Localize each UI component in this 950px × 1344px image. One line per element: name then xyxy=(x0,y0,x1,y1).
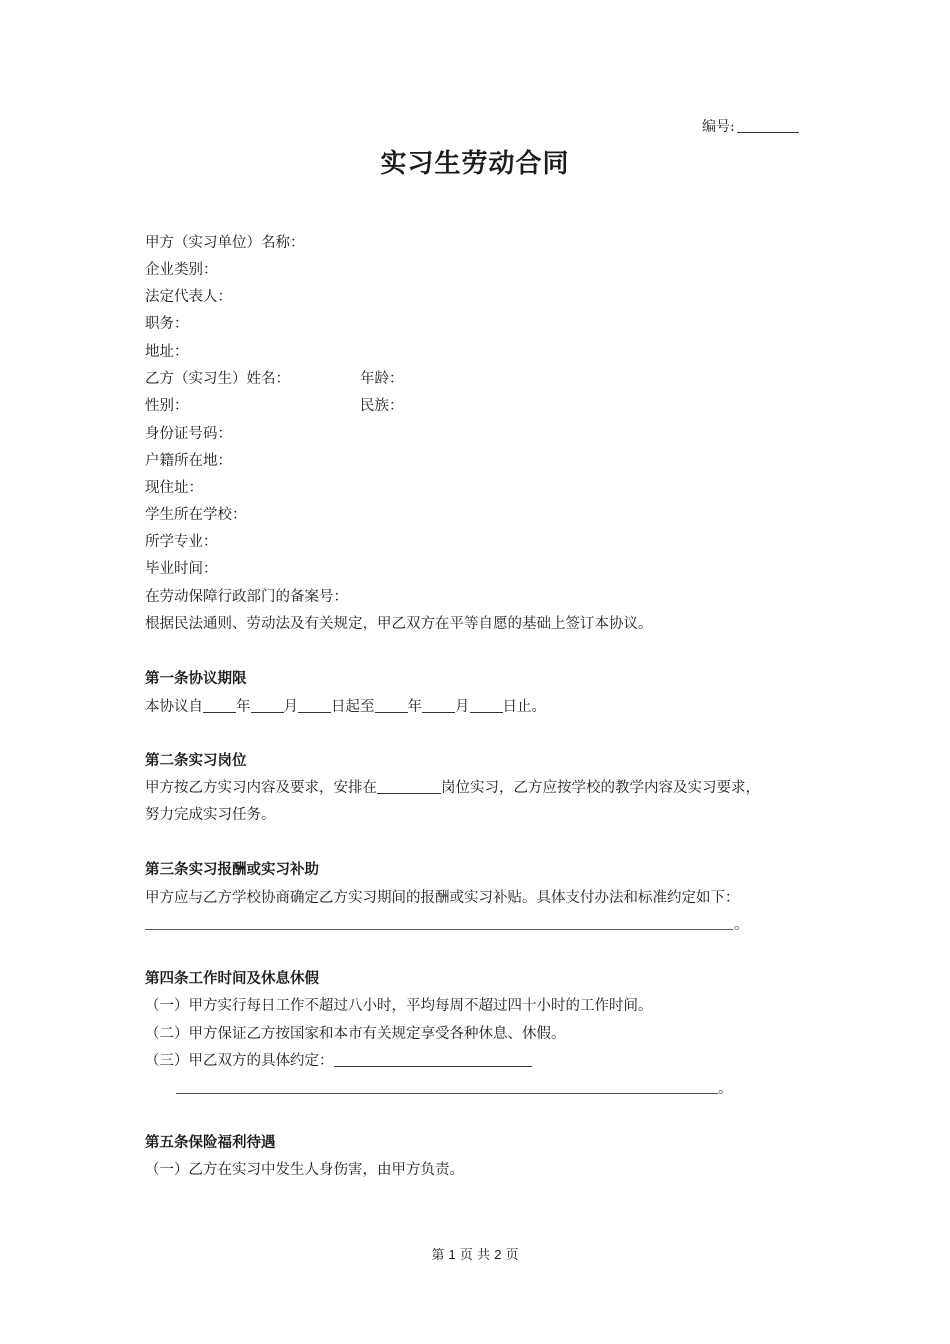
article1-text-part: 日起至 xyxy=(331,699,375,715)
field-party-a-name: 甲方（实习单位）名称： xyxy=(145,235,305,251)
article5-item1: （一）乙方在实习中发生人身伤害，由甲方负责。 xyxy=(145,1162,464,1178)
month-blank[interactable] xyxy=(422,698,455,713)
day-blank[interactable] xyxy=(298,698,331,713)
field-age: 年龄： xyxy=(360,371,404,387)
article1-text-part: 年 xyxy=(407,699,422,715)
article4-period: 。 xyxy=(718,1081,733,1097)
year-blank[interactable] xyxy=(375,698,408,713)
post-blank[interactable] xyxy=(377,779,441,794)
field-graduation: 毕业时间： xyxy=(145,561,218,577)
contract-number xyxy=(702,116,799,136)
total-page-number: 2 xyxy=(494,1247,502,1262)
article5-heading: 第五条保险福利待遇 xyxy=(145,1134,276,1151)
article1-text-part: 日止。 xyxy=(502,699,546,715)
year-blank[interactable] xyxy=(203,698,236,713)
contract-number-label: 编号: xyxy=(702,119,735,135)
article3-fill-line[interactable] xyxy=(145,929,733,930)
footer-text: 页 xyxy=(505,1248,519,1263)
current-page-number: 1 xyxy=(448,1247,456,1262)
field-legal-rep: 法定代表人： xyxy=(145,289,232,305)
article4-fill-line[interactable] xyxy=(176,1093,718,1094)
article4-item3-label: （三）甲乙双方的具体约定： xyxy=(145,1053,334,1069)
article2-text-part: 岗位实习，乙方应按学校的教学内容及实习要求， xyxy=(441,780,760,796)
article1-text xyxy=(145,695,546,716)
article4-agreement-blank[interactable] xyxy=(334,1052,532,1067)
article1-heading: 第一条协议期限 xyxy=(145,670,247,687)
field-party-b-name: 乙方（实习生）姓名： xyxy=(145,371,290,387)
article1-text-part: 月 xyxy=(283,699,298,715)
article3-text: 甲方应与乙方学校协商确定乙方实习期间的报酬或实习补贴。具体支付办法和标准约定如下： xyxy=(145,890,740,906)
field-gender: 性别： xyxy=(145,398,189,414)
month-blank[interactable] xyxy=(251,698,284,713)
contract-number-blank[interactable] xyxy=(737,118,799,133)
field-major: 所学专业： xyxy=(145,534,218,550)
field-household: 户籍所在地： xyxy=(145,453,232,469)
article1-text-part: 年 xyxy=(236,699,251,715)
page-footer xyxy=(0,1244,950,1263)
article2-text-line2: 努力完成实习任务。 xyxy=(145,807,276,823)
article3-period: 。 xyxy=(734,917,749,933)
field-position: 职务： xyxy=(145,316,189,332)
article1-text-part: 本协议自 xyxy=(145,699,203,715)
field-enterprise-type: 企业类别： xyxy=(145,262,218,278)
field-current-address: 现住址： xyxy=(145,480,203,496)
field-school: 学生所在学校： xyxy=(145,507,247,523)
preamble: 根据民法通则、劳动法及有关规定，甲乙双方在平等自愿的基础上签订本协议。 xyxy=(145,616,653,632)
page-title: 实习生劳动合同 xyxy=(380,149,570,179)
article1-text-part: 月 xyxy=(455,699,470,715)
field-ethnicity: 民族： xyxy=(360,398,404,414)
article4-item3 xyxy=(145,1049,532,1070)
article4-item2: （二）甲方保证乙方按国家和本市有关规定享受各种休息、休假。 xyxy=(145,1026,566,1042)
article2-text xyxy=(145,776,760,797)
article2-text-part: 甲方按乙方实习内容及要求，安排在 xyxy=(145,780,377,796)
field-filing-number: 在劳动保障行政部门的备案号： xyxy=(145,589,348,605)
article4-item1: （一）甲方实行每日工作不超过八小时，平均每周不超过四十小时的工作时间。 xyxy=(145,998,653,1014)
field-address: 地址： xyxy=(145,344,189,360)
footer-text: 第 xyxy=(431,1248,445,1263)
field-id-number: 身份证号码： xyxy=(145,426,232,442)
article3-heading: 第三条实习报酬或实习补助 xyxy=(145,861,319,878)
article4-heading: 第四条工作时间及休息休假 xyxy=(145,970,319,987)
footer-text: 页 共 xyxy=(459,1248,491,1263)
article2-heading: 第二条实习岗位 xyxy=(145,752,247,769)
day-blank[interactable] xyxy=(470,698,503,713)
